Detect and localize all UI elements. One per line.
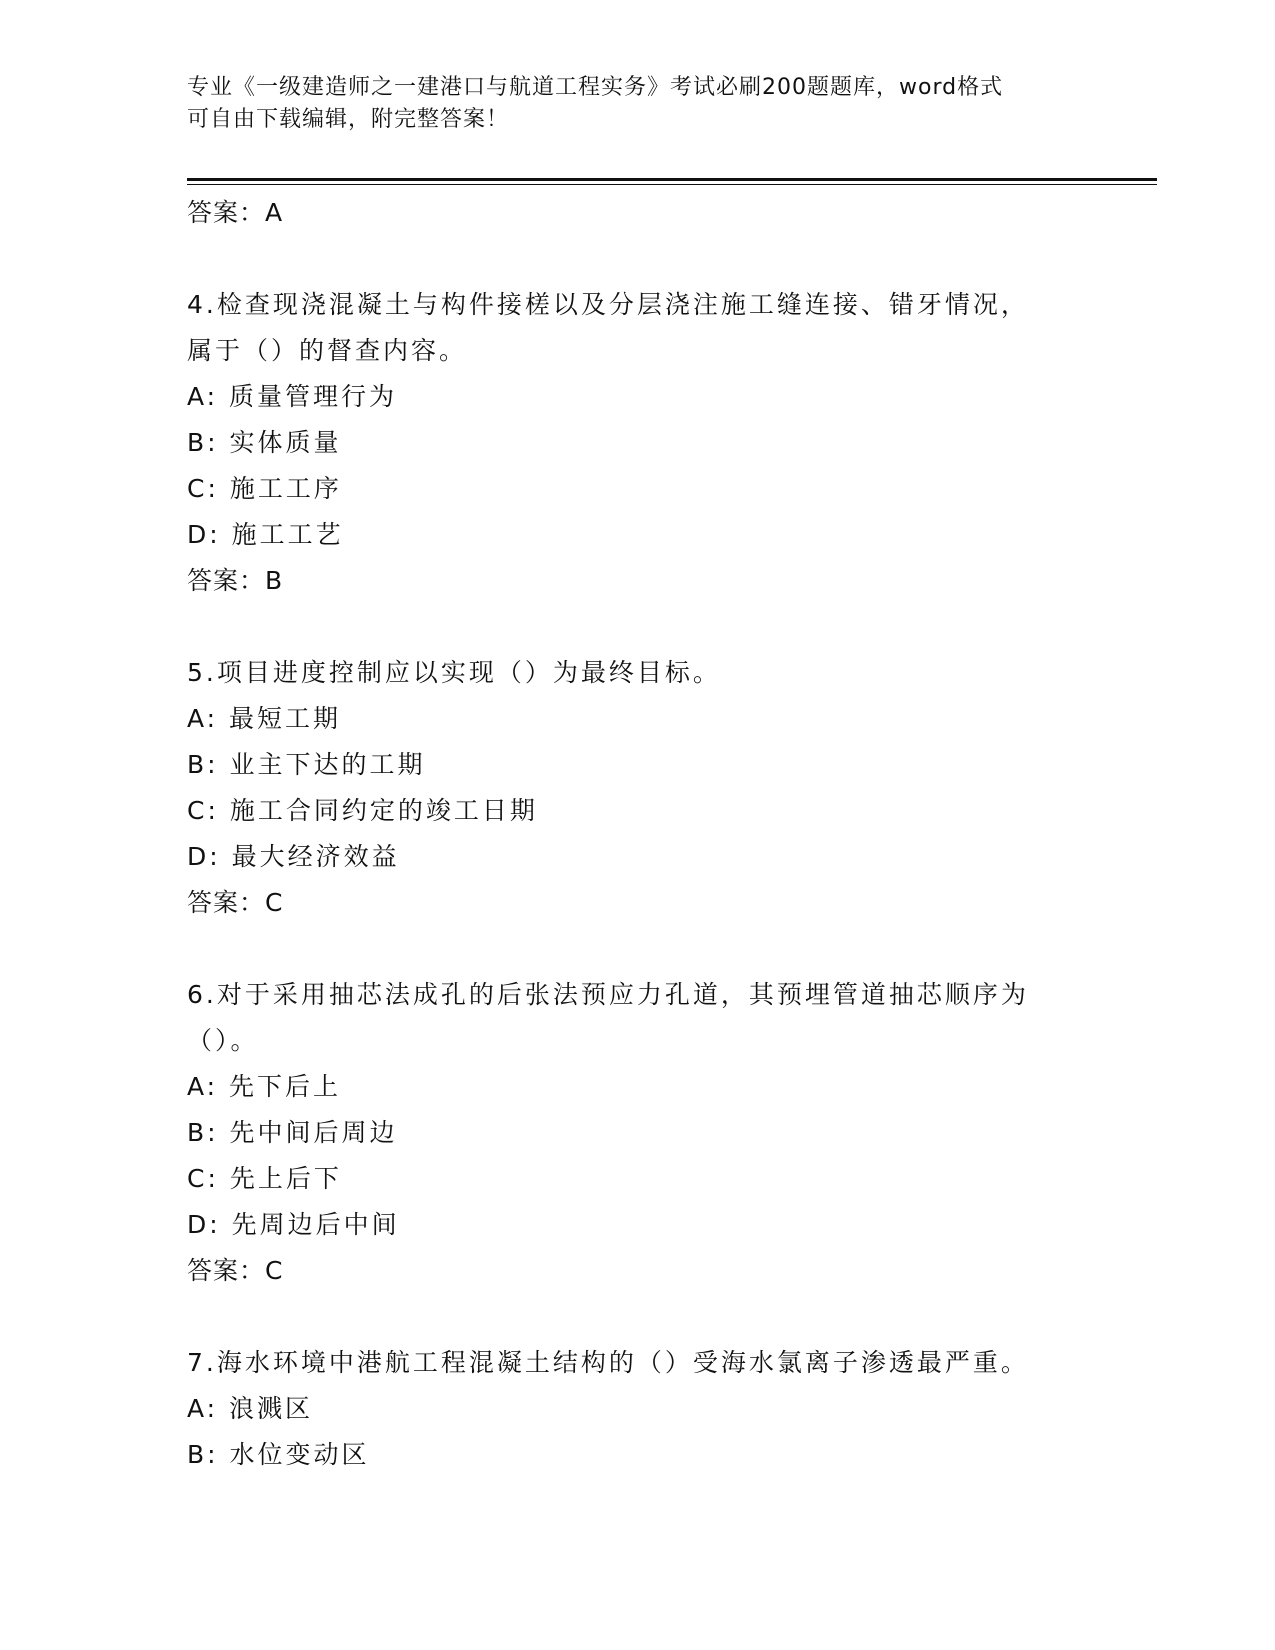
- option-b: B: 水位变动区: [187, 1440, 370, 1469]
- question-6: [187, 972, 1087, 1294]
- question-stem: 4.检查现浇混凝土与构件接槎以及分层浇注施工缝连接、错牙情况，: [187, 290, 1029, 319]
- option-a: A: 质量管理行为: [187, 382, 398, 411]
- header-line-2: 可自由下载编辑，附完整答案！: [187, 107, 510, 132]
- answer-line: 答案：A: [187, 198, 284, 227]
- option-c: C: 先上后下: [187, 1164, 342, 1193]
- question-4: [187, 282, 1087, 604]
- question-stem: （）。: [187, 1026, 259, 1055]
- header-divider-thin: [187, 184, 1157, 185]
- question-stem: 6.对于采用抽芯法成孔的后张法预应力孔道，其预埋管道抽芯顺序为: [187, 980, 1029, 1009]
- document-header: [187, 72, 1087, 136]
- document-body: [187, 190, 1087, 1478]
- answer-line: 答案：C: [187, 1256, 284, 1285]
- option-b: B: 实体质量: [187, 428, 342, 457]
- option-c: C: 施工工序: [187, 474, 342, 503]
- option-b: B: 先中间后周边: [187, 1118, 398, 1147]
- option-d: D: 先周边后中间: [187, 1210, 400, 1239]
- header-line-1: 专业《一级建造师之一建港口与航道工程实务》考试必刷200题题库，word格式: [187, 75, 1004, 100]
- question-stem: 7.海水环境中港航工程混凝土结构的（）受海水氯离子渗透最严重。: [187, 1348, 1029, 1377]
- option-a: A: 最短工期: [187, 704, 342, 733]
- header-divider-thick: [187, 178, 1157, 181]
- option-c: C: 施工合同约定的竣工日期: [187, 796, 538, 825]
- question-5: [187, 650, 1087, 926]
- option-d: D: 施工工艺: [187, 520, 344, 549]
- option-d: D: 最大经济效益: [187, 842, 400, 871]
- option-a: A: 先下后上: [187, 1072, 342, 1101]
- answer-line: 答案：C: [187, 888, 284, 917]
- question-7: [187, 1340, 1087, 1478]
- question-stem: 属于（）的督查内容。: [187, 336, 468, 365]
- option-a: A: 浪溅区: [187, 1394, 314, 1423]
- question-stem: 5.项目进度控制应以实现（）为最终目标。: [187, 658, 721, 687]
- answer-line: 答案：B: [187, 566, 284, 595]
- option-b: B: 业主下达的工期: [187, 750, 426, 779]
